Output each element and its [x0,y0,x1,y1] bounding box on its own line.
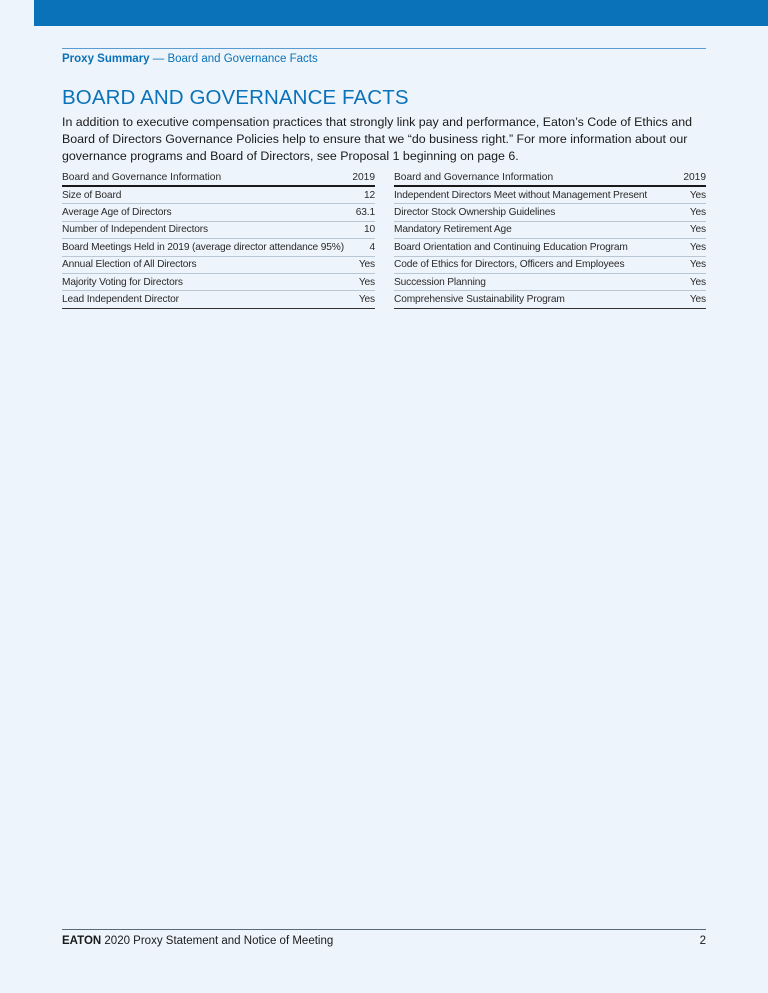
page-number: 2 [699,935,706,947]
page-footer [62,935,706,947]
row-label: Board Orientation and Continuing Education Program [394,241,628,253]
row-value: Yes [358,294,375,306]
column-header-item: Board and Governance Information [394,172,554,183]
table-row [62,222,375,239]
footer-brand: EATON [62,935,102,947]
table-row [394,239,706,256]
table-row [394,274,706,291]
table-row [62,239,375,256]
row-label: Annual Election of All Directors [62,259,197,271]
row-label: Size of Board [62,189,122,201]
section-subtitle: — Board and Governance Facts [149,53,318,65]
table-row [62,204,375,221]
row-label: Comprehensive Sustainability Program [394,294,565,306]
row-value: Yes [689,224,706,236]
row-value: 4 [369,241,375,253]
row-label: Independent Directors Meet without Management Present [394,189,648,201]
row-label: Majority Voting for Directors [62,276,183,288]
column-header-item: Board and Governance Information [62,172,222,183]
column-header-year: 2019 [352,172,375,183]
row-label: Director Stock Ownership Guidelines [394,207,556,219]
row-label: Code of Ethics for Directors, Officers and Employees [394,259,625,271]
row-value: Yes [689,189,706,201]
row-value: 12 [363,189,375,201]
table-row [62,187,375,204]
intro-paragraph: In addition to executive compensation practices that strongly link pay and performance, Eaton’s Code of Ethics and Board of Directors Governance Policies help to ensure that we “do business right.” For more information about our governance programs and Board of Directors, see Proposal 1 beginning on page 6. [62,115,692,163]
row-value: 10 [363,224,375,236]
row-value: Yes [689,294,706,306]
row-label: Lead Independent Director [62,294,179,306]
header-rule [62,48,706,49]
table-row [62,291,375,308]
table-row [394,187,706,204]
row-label: Board Meetings Held in 2019 (average director attendance 95%) [62,241,344,253]
table-header [394,170,706,187]
row-value: Yes [689,276,706,288]
table-header [62,170,375,187]
footer-title [62,935,333,947]
governance-table-right [394,170,706,309]
row-value: Yes [689,241,706,253]
table-row [62,257,375,274]
table-row [394,291,706,308]
row-value: Yes [689,207,706,219]
row-label: Number of Independent Directors [62,224,208,236]
row-label: Mandatory Retirement Age [394,224,512,236]
governance-table-left [62,170,375,309]
section-name: Proxy Summary [62,53,150,65]
row-label: Average Age of Directors [62,207,172,219]
table-row [62,274,375,291]
top-color-bar [34,0,768,26]
section-breadcrumb [62,53,318,65]
page-title: BOARD AND GOVERNANCE FACTS [62,86,409,109]
table-row [394,257,706,274]
table-row [394,204,706,221]
column-header-year: 2019 [683,172,706,183]
row-value: Yes [358,259,375,271]
footer-rule [62,929,706,930]
row-value: Yes [689,259,706,271]
row-label: Succession Planning [394,276,486,288]
footer-text: 2020 Proxy Statement and Notice of Meeting [101,935,334,947]
table-row [394,222,706,239]
row-value: 63.1 [355,207,375,219]
row-value: Yes [358,276,375,288]
